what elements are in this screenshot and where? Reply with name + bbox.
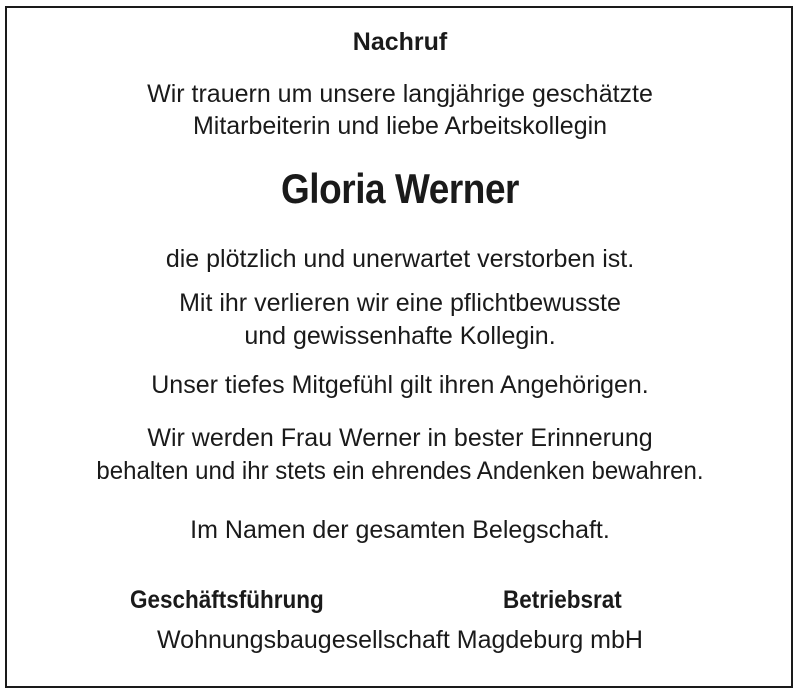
passing-line: die plötzlich und unerwartet verstorben ist. bbox=[165, 245, 635, 273]
intro-line-1: Wir trauern um unsere langjährige geschätzte bbox=[147, 80, 653, 108]
on-behalf-line: Im Namen der gesamten Belegschaft. bbox=[190, 516, 610, 544]
deceased-name: Gloria Werner bbox=[280, 165, 520, 212]
memory-line-1: Wir werden Frau Werner in bester Erinnerung bbox=[147, 424, 653, 452]
loss-line-1: Mit ihr verlieren wir eine pflichtbewusste bbox=[179, 289, 621, 317]
intro-line-2: Mitarbeiterin und liebe Arbeitskollegin bbox=[192, 112, 608, 140]
sympathy-line: Unser tiefes Mitgefühl gilt ihren Angehörigen. bbox=[151, 371, 649, 399]
notice-heading: Nachruf bbox=[352, 28, 448, 56]
company-name: Wohnungsbaugesellschaft Magdeburg mbH bbox=[157, 626, 643, 654]
memory-line-2: behalten und ihr stets ein ehrendes Andenken bewahren. bbox=[96, 457, 704, 485]
loss-line-2: und gewissenhafte Kollegin. bbox=[244, 322, 556, 350]
signatory-management: Geschäftsführung bbox=[130, 586, 324, 614]
signatory-works-council: Betriebsrat bbox=[503, 586, 622, 614]
